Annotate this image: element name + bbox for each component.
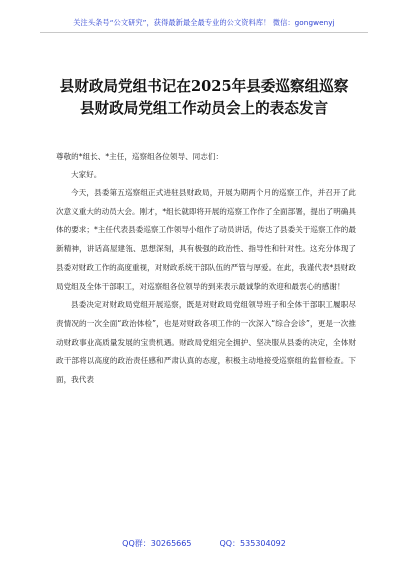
greeting: 大家好。 <box>71 170 102 179</box>
paragraph: 今天，县委第五巡察组正式进驻县财政局，开展为期两个月的巡察工作，并召开了此次意义重大的动员大会。刚才，*组长就即将开展的巡察工作作了全面部署，提出了明确具体的要求；*主任代表县委巡察工作领导小组作了动员讲话，传达了县委关于巡察工作的最新精神，讲话高屋建瓴、思想深刻，具有极强的政治性、指导性和针对性。这充分体现了县委对财政工作的高度重视，对财政系统干部队伍的严管与厚爱。在此，我谨代表*县财政局党组及全体干部职工，对巡察组各位领导的到来表示最诚挚的欢迎和最衷心的感谢！ <box>56 188 356 291</box>
footer-qq-group: QQ群：30265665 <box>122 539 192 548</box>
title-line-2: 县财政局党组工作动员会上的表态发言 <box>79 100 329 117</box>
document-title <box>40 76 368 120</box>
paragraph: 县委决定对财政局党组开展巡察，既是对财政局党组领导班子和全体干部职工履职尽责情况的一次全面“政治体检”，也是对财政各项工作的一次深入“综合会诊”，更是一次推动财政事业高质量发展的宝贵机遇。财政局党组完全拥护、坚决服从县委的决定，全体财政干部将以高度的政治责任感和严肃认真的态度，积极主动地接受巡察组的监督检查。下面，我代表 <box>56 300 356 385</box>
document-body <box>56 148 356 390</box>
footer-contact <box>40 538 368 549</box>
salutation: 尊敬的*组长、*主任，巡察组各位领导、同志们： <box>56 152 224 161</box>
footer-qq: QQ：535304092 <box>219 539 286 548</box>
header-divider <box>40 32 368 33</box>
title-line-1: 县财政局党组书记在2025年县委巡察组巡察 <box>59 78 349 95</box>
header-banner: 关注头条号“公文研究”，获得最新最全最专业的公文资料库！ 微信：gongwenyj <box>73 18 335 27</box>
